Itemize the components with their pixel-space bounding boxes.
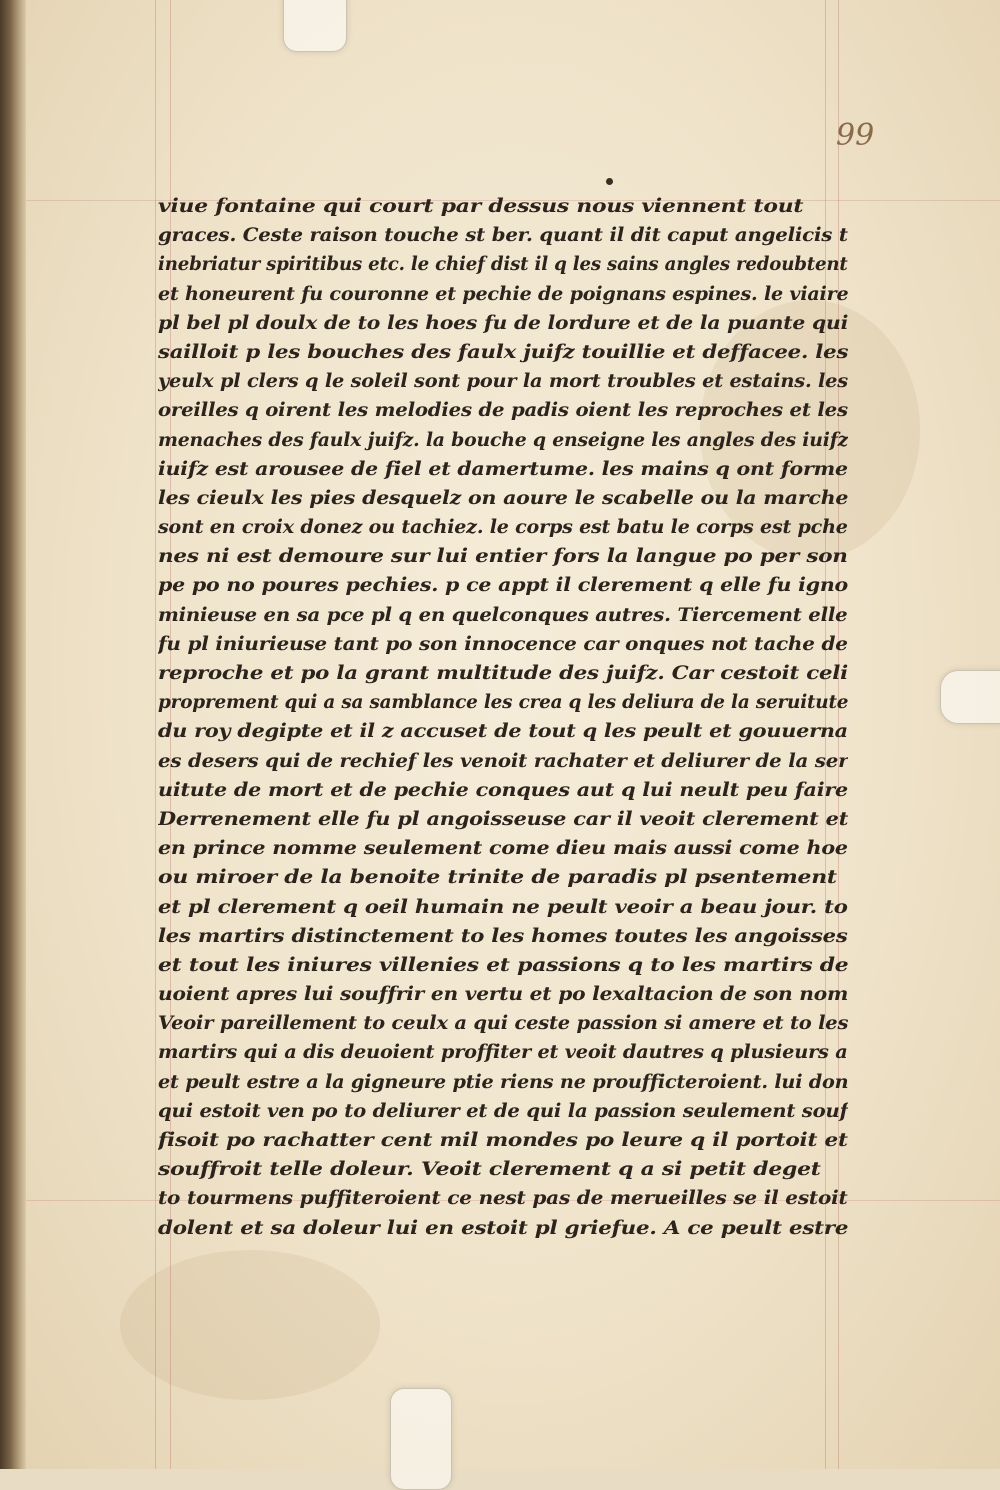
manuscript-line: Derrenement elle fu pl angoisseuse car il veoit clerement et bbox=[158, 807, 848, 830]
manuscript-line: ou miroer de la benoite trinite de paradis pl psentement bbox=[158, 866, 837, 889]
manuscript-text-block bbox=[158, 192, 858, 1243]
manuscript-line: reproche et po la grant multitude des juifz. Car cestoit celi bbox=[158, 662, 848, 684]
manuscript-line: fu pl iniurieuse tant po son innocence car onques not tache de bbox=[158, 632, 848, 655]
manuscript-line: pe po no poures pechies. p ce appt il clerement q elle fu igno bbox=[158, 574, 848, 597]
manuscript-line: uoient apres lui souffrir en vertu et po lexaltacion de son nom bbox=[158, 983, 848, 1006]
manuscript-line: du roy degipte et il z accuset de tout q les peult et gouuerna bbox=[158, 720, 848, 743]
manuscript-line: uitute de mort et de pechie conques aut q lui neult peu faire bbox=[158, 778, 848, 801]
manuscript-line: iuifz est arousee de fiel et damertume. les mains q ont forme bbox=[158, 457, 848, 480]
book-binding-edge bbox=[0, 0, 26, 1469]
parchment-stain bbox=[120, 1250, 380, 1400]
manuscript-line: et pl clerement q oeil humain ne peult veoir a beau jour. to bbox=[158, 895, 848, 918]
manuscript-line: qui estoit ven po to deliurer et de qui la passion seulement souf bbox=[158, 1099, 848, 1122]
manuscript-line: sailloit p les bouches des faulx juifz touillie et deffacee. les bbox=[158, 340, 848, 363]
manuscript-line: pl bel pl doulx de to les hoes fu de lordure et de la puante qui bbox=[158, 311, 848, 334]
manuscript-line: proprement qui a sa samblance les crea q les deliura de la seruitute bbox=[158, 691, 848, 714]
manuscript-line: Veoir pareillement to ceulx a qui ceste passion si amere et to les bbox=[158, 1012, 848, 1035]
manuscript-line: et honeurent fu couronne et pechie de poignans espines. le viaire bbox=[158, 282, 848, 305]
manuscript-line: graces. Ceste raison touche st ber. quant il dit caput angelicis t bbox=[158, 224, 848, 247]
manuscript-line: inebriatur spiritibus etc. le chief dist il q les sains angles redoubtent bbox=[158, 253, 848, 276]
manuscript-line: viue fontaine qui court par dessus nous viennent tout bbox=[158, 195, 804, 217]
manuscript-line: souffroit telle doleur. Veoit clerement q a si petit deget bbox=[158, 1158, 821, 1181]
margin-ruling-left bbox=[155, 0, 156, 1469]
manuscript-line: sont en croix donez ou tachiez. le corps est batu le corps est pche bbox=[158, 516, 848, 539]
manuscript-line: et peult estre a la gigneure ptie riens ne proufficteroient. lui don bbox=[158, 1070, 848, 1093]
page-clip-right bbox=[940, 670, 1000, 724]
manuscript-line: yeulx pl clers q le soleil sont pour la mort troubles et estains. les bbox=[158, 370, 848, 393]
manuscript-line: es desers qui de rechief les venoit rachater et deliurer de la ser bbox=[158, 749, 849, 772]
manuscript-line: les cieulx les pies desquelz on aoure le scabelle ou la marche bbox=[158, 486, 848, 509]
manuscript-line: dolent et sa doleur lui en estoit pl griefue. A ce peult estre bbox=[158, 1216, 848, 1239]
manuscript-line: martirs qui a dis deuoient proffiter et veoit dautres q plusieurs a bbox=[158, 1041, 848, 1064]
ink-mark bbox=[606, 178, 613, 185]
manuscript-line: les martirs distinctement to les homes toutes les angoisses bbox=[158, 924, 848, 947]
manuscript-line: menaches des faulx juifz. la bouche q enseigne les angles des iuifz bbox=[158, 428, 848, 451]
manuscript-line: to tourmens puffiteroient ce nest pas de merueilles se il estoit bbox=[158, 1187, 848, 1210]
manuscript-line: minieuse en sa pce pl q en quelconques autres. Tiercement elle bbox=[158, 603, 848, 626]
manuscript-line: nes ni est demoure sur lui entier fors la langue po per son bbox=[158, 545, 848, 568]
manuscript-line: fisoit po rachatter cent mil mondes po leure q il portoit et bbox=[158, 1129, 848, 1151]
manuscript-line: oreilles q oirent les melodies de padis oient les reproches et les bbox=[158, 399, 848, 422]
page-clip-bottom bbox=[390, 1388, 452, 1490]
page-clip-top bbox=[283, 0, 347, 52]
folio-number: 99 bbox=[836, 118, 875, 153]
manuscript-line: et tout les iniures villenies et passions q to les martirs de bbox=[158, 953, 848, 976]
manuscript-line: en prince nomme seulement come dieu mais aussi come hoe bbox=[158, 837, 848, 860]
